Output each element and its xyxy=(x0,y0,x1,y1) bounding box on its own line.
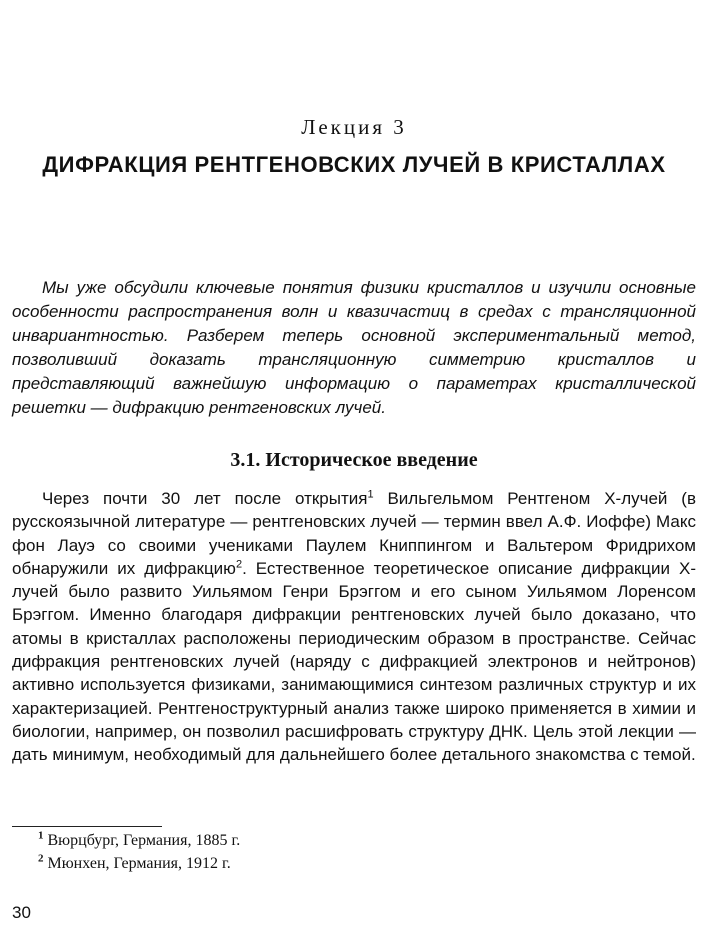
footnote-1-text: Вюрцбург, Германия, 1885 г. xyxy=(43,832,241,849)
footnote-1-mark: 1 xyxy=(38,829,44,842)
body-text-part-1: Через почти 30 лет после открытия xyxy=(42,489,368,508)
body-text-part-3: . Естественное теоретическое описание дифракции X-лучей было развито Уильямом Генри Брэггом и его сыном Уильямом Лоренсом Брэггом. Именно благодаря дифракции рентгеновских лучей было доказано, что атомы в кристаллах расположены периодическим образом в пространстве. Сейчас дифракция рентгеновских лучей (наряду с дифракцией электронов и нейтронов) активно используется физиками, занимающимися синтезом различных структур и их характеризацией. Рентгеноструктурный анализ также широко применяется в химии и биологии, например, он позволил расшифровать структуру ДНК. Цель этой лекции — дать минимум, необходимый для дальнейшего более детального знакомства с темой. xyxy=(12,558,696,765)
section-heading: 3.1. Историческое введение xyxy=(230,449,478,471)
footnote-2 xyxy=(38,852,231,873)
lecture-title: ДИФРАКЦИЯ РЕНТГЕНОВСКИХ ЛУЧЕЙ В КРИСТАЛЛАХ xyxy=(42,152,666,177)
footnote-reference-2: 2 xyxy=(235,558,243,571)
footnote-2-text: Мюнхен, Германия, 1912 г. xyxy=(43,855,231,872)
footnote-2-mark: 2 xyxy=(38,852,44,865)
footnote-reference-1: 1 xyxy=(367,488,374,501)
page-number: 30 xyxy=(12,903,31,922)
section-body-paragraph xyxy=(12,487,696,767)
lecture-label: Лекция 3 xyxy=(301,115,407,139)
body-text-part-2: Вильгельмом Рентгеном X-лучей (в русскоязычной литературе — рентгеновских лучей — термин ввел А.Ф. Иоффе) Макс фон Лауэ со своими учениками Паулем Книппингом и Вальтером Фридрихом обнаружили их дифракцию xyxy=(12,489,696,578)
lecture-abstract: Мы уже обсудили ключевые понятия физики кристаллов и изучили основные особенности распространения волн и квазичастиц в средах с трансляционной инвариантностью. Разберем теперь основной экспериментальный метод, позволивший доказать трансляционную симметрию кристаллов и представляющий важнейшую информацию о параметрах кристаллической решетки — дифракцию рентгеновских лучей. xyxy=(12,278,696,417)
footnote-1 xyxy=(38,829,241,850)
footnote-divider xyxy=(12,826,162,827)
